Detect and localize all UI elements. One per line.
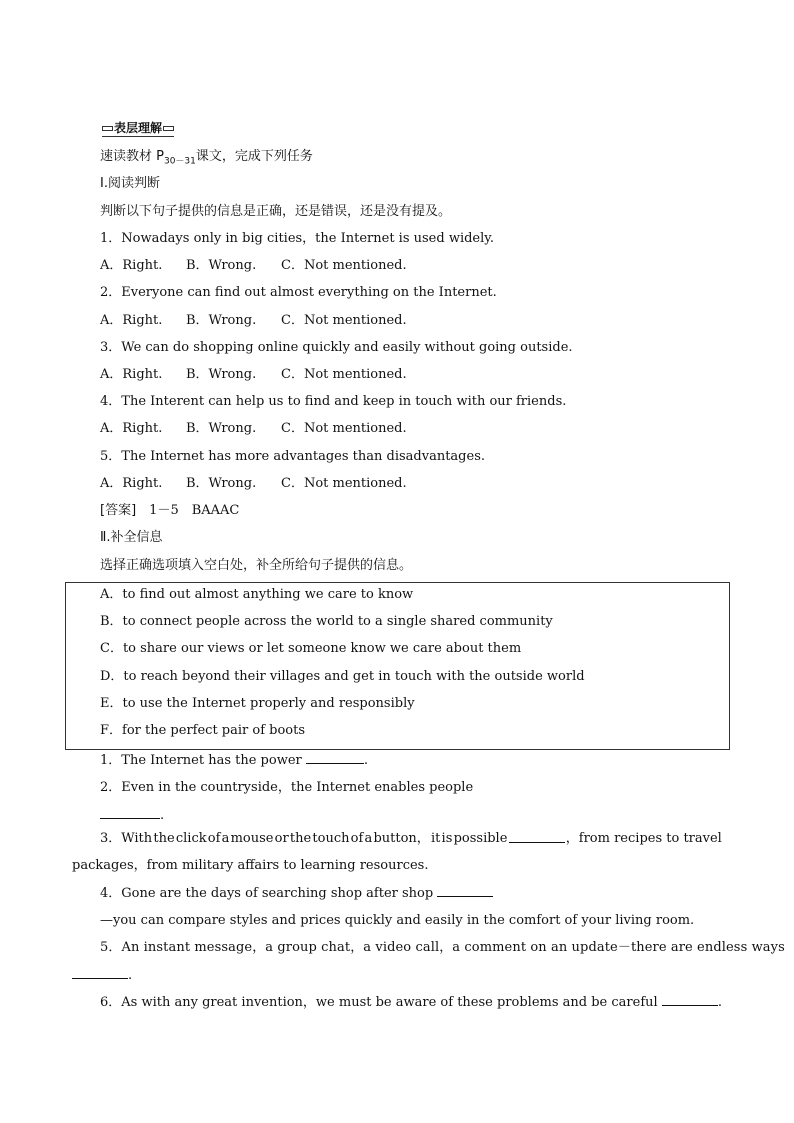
fill-question-2-end: .: [160, 808, 165, 823]
fill-question-6: [100, 993, 722, 1012]
question-2: 2．Everyone can find out almost everything on the Internet.: [100, 285, 497, 300]
fill-question-2: 2．Even in the countryside，the Internet enables people: [100, 780, 474, 795]
box-option-f: F．for the perfect pair of boots: [100, 723, 306, 738]
word: click: [175, 831, 207, 846]
word: possible: [453, 831, 508, 846]
option-a: A．Right.: [100, 258, 163, 273]
word: the: [153, 831, 175, 846]
answer-blank[interactable]: [100, 806, 160, 819]
box-option-c: C．to share our views or let someone know we care about them: [100, 641, 522, 656]
instruction-pages: 30－31: [163, 156, 196, 167]
option-b: B．Wrong.: [186, 421, 257, 436]
box-option-d: D．to reach beyond their villages and get in touch with the outside world: [100, 669, 585, 684]
section-badge-label: 表层理解: [114, 121, 163, 135]
fill-question-2-blank-line: [100, 806, 164, 825]
fill-question-3-line2: packages，from military affairs to learning resources.: [72, 858, 429, 873]
answer-line: [100, 502, 239, 520]
options-1: [100, 257, 407, 275]
fill-question-4-line2: —you can compare styles and prices quickly and easily in the comfort of your living room.: [100, 913, 695, 928]
option-a: A．Right.: [100, 313, 163, 328]
word: is: [441, 831, 453, 846]
fill-question-1-end: .: [363, 753, 369, 768]
options-3: [100, 366, 407, 384]
answer-blank[interactable]: [306, 751, 364, 764]
word: a: [221, 831, 230, 846]
word: mouse: [230, 831, 274, 846]
option-a: A．Right.: [100, 476, 163, 491]
options-4: [100, 420, 407, 438]
answer-blank[interactable]: [662, 993, 718, 1006]
option-c: C．Not mentioned.: [281, 476, 407, 491]
option-c: C．Not mentioned.: [281, 367, 407, 382]
fill-question-5-line1: 5．An instant message，a group chat，a video call，a comment on an update－there are endless ways: [100, 940, 785, 955]
word: button，: [373, 831, 430, 846]
box-option-a: A．to find out almost anything we care to know: [100, 587, 414, 602]
option-b: B．Wrong.: [186, 258, 257, 273]
word: touch: [312, 831, 350, 846]
fill-question-6-text: 6．As with any great invention，we must be aware of these problems and be careful: [100, 995, 658, 1010]
part2-instruction: 选择正确选项填入空白处，补全所给句子提供的信息。: [100, 558, 413, 573]
word: it: [430, 831, 441, 846]
fill-question-4-text: 4．Gone are the days of searching shop after shop: [100, 886, 434, 901]
options-box: [65, 582, 730, 750]
option-b: B．Wrong.: [186, 313, 257, 328]
options-5: [100, 475, 407, 493]
fill-question-5-line2: [72, 966, 132, 985]
option-c: C．Not mentioned.: [281, 421, 407, 436]
option-a: A．Right.: [100, 367, 163, 382]
word: 3．With: [100, 831, 153, 846]
options-2: [100, 312, 407, 330]
instruction-prefix: 速读教材 P: [100, 149, 164, 164]
answer-blank[interactable]: [72, 966, 128, 979]
word: or: [274, 831, 289, 846]
fill-question-5-end: .: [128, 968, 133, 983]
fill-question-6-end: .: [717, 995, 722, 1010]
fill-question-1: [100, 751, 368, 770]
answer-label: [答案]: [100, 503, 137, 518]
fill-question-3-tail: ，from recipes to travel: [565, 831, 722, 846]
instruction-suffix: 课文，完成下列任务: [195, 149, 313, 164]
badge-underline: [102, 136, 174, 137]
section-badge: [102, 121, 174, 135]
fill-question-3-line1: [100, 830, 722, 848]
fill-question-4-line1: [100, 884, 493, 903]
question-1: 1．Nowadays only in big cities，the Internet is used widely.: [100, 231, 495, 246]
word: of: [350, 831, 364, 846]
fill-question-1-text: 1．The Internet has the power: [100, 753, 302, 768]
option-c: C．Not mentioned.: [281, 313, 407, 328]
word: of: [207, 831, 221, 846]
option-c: C．Not mentioned.: [281, 258, 407, 273]
main-instruction: [100, 148, 313, 171]
part2-heading: Ⅱ.补全信息: [100, 530, 163, 545]
word: a: [364, 831, 373, 846]
question-4: 4．The Interent can help us to find and keep in touch with our friends.: [100, 394, 567, 409]
option-a: A．Right.: [100, 421, 163, 436]
part1-instruction: 判断以下句子提供的信息是正确，还是错误，还是没有提及。: [100, 204, 452, 219]
answer-blank[interactable]: [437, 884, 493, 897]
option-b: B．Wrong.: [186, 476, 257, 491]
box-option-b: B．to connect people across the world to a single shared community: [100, 614, 553, 629]
answer-value: 1－5 BAAAC: [149, 503, 240, 518]
word: the: [289, 831, 312, 846]
option-b: B．Wrong.: [186, 367, 257, 382]
part1-heading: Ⅰ.阅读判断: [100, 176, 160, 191]
question-3: 3．We can do shopping online quickly and easily without going outside.: [100, 340, 573, 355]
question-5: 5．The Internet has more advantages than disadvantages.: [100, 449, 485, 464]
answer-blank[interactable]: [509, 830, 565, 843]
box-option-e: E．to use the Internet properly and responsibly: [100, 696, 415, 711]
